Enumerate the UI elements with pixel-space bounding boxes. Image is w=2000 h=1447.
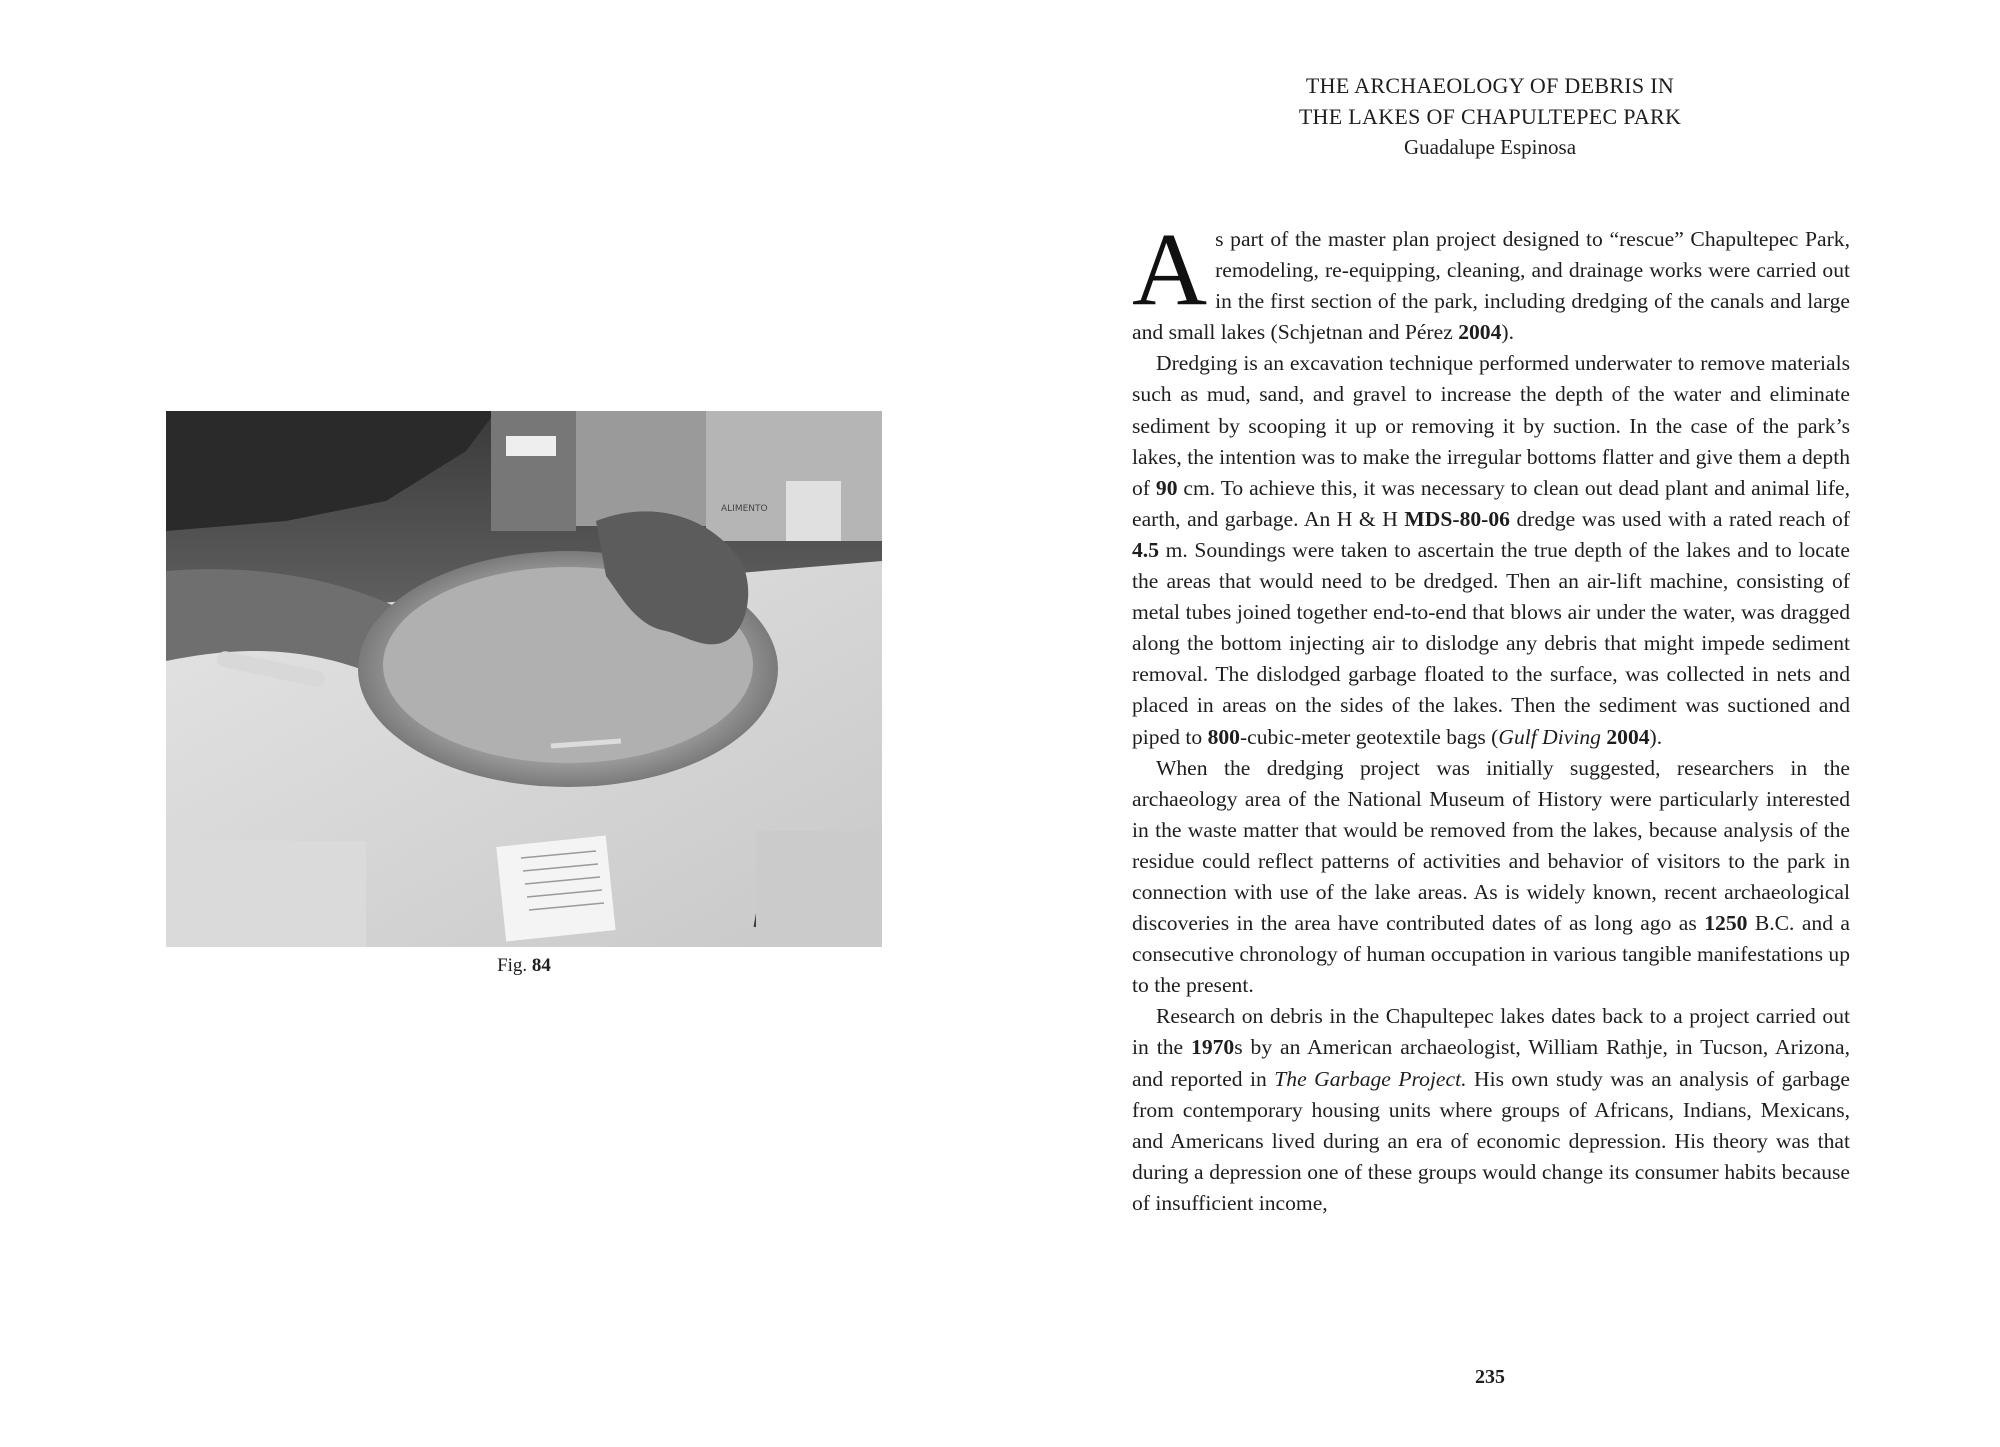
article-title-line-2: THE LAKES OF CHAPULTEPEC PARK bbox=[1298, 104, 1682, 129]
text-run: When the dredging project was initially suggested, researchers in the archaeology area of the National Museum of History were particularly interested in the waste matter that would be removed from the lakes, because analysis of the residue could reflect patterns of activities and behavior of visitors to the park in connection with use of the lake areas. As is widely known, recent archaeological discoveries in the area have contributed dates of as long ago as bbox=[1132, 755, 1850, 936]
page-number: 235 bbox=[1475, 1366, 1505, 1388]
text-run: Dredging is an excavation technique performed underwater to remove materials such as mud, sand, and gravel to increase the depth of the water and eliminate sediment by scooping it up or removing it by suction. In the case of the park’s lakes, the intention was to make the irregular bottoms flatter and give them a depth of bbox=[1132, 351, 1850, 500]
text-run: ). bbox=[1649, 724, 1663, 749]
article-author: Guadalupe Espinosa bbox=[1403, 135, 1577, 159]
bold-run: 2004 bbox=[1458, 320, 1502, 345]
figure-photo bbox=[166, 411, 882, 947]
paragraph-1 bbox=[1132, 212, 1850, 348]
text-run: dredge was used with a rated reach of bbox=[1509, 506, 1850, 531]
text-run: s by an American archaeologist, William Rathje, in Tucson, Arizona, and reported in bbox=[1132, 1035, 1850, 1091]
drop-cap: A bbox=[1132, 212, 1208, 327]
text-run: B.C. and a consecutive chronology of human occupation in various tangible manifestations up to the present. bbox=[1132, 911, 1851, 998]
bold-run: 1970 bbox=[1191, 1035, 1235, 1060]
article-body bbox=[1132, 212, 1851, 1219]
text-run: cm. To achieve this, it was necessary to clean out dead plant and animal life, earth, and garbage. An H & H bbox=[1132, 475, 1851, 531]
paragraph-3 bbox=[1132, 753, 1850, 1002]
article-header bbox=[1130, 70, 1850, 163]
italic-run: Gulf Diving bbox=[1498, 724, 1601, 749]
text-run: s part of the master plan project designed to “rescue” Chapultepec Park, remodeling, re-equipping, cleaning, and drainage works were carried out in the first section of the park, including dredging of the canals and large and small lakes (Schjetnan and Pérez bbox=[1132, 227, 1850, 345]
caption-number: 84 bbox=[531, 955, 551, 976]
figure-caption bbox=[166, 955, 882, 977]
caption-prefix: Fig. bbox=[497, 955, 528, 976]
article-title-line-1: THE ARCHAEOLOGY OF DEBRIS IN bbox=[1305, 73, 1675, 98]
bold-run: 90 bbox=[1155, 475, 1178, 500]
text-run: His own study was an analysis of garbage from contemporary housing units where groups of Africans, Indians, Mexicans, and Americans lived during an era of economic depression. His theory was that during a depression one of these groups would change its consumer habits because of insufficient income, bbox=[1132, 1066, 1850, 1215]
paragraph-2 bbox=[1132, 348, 1850, 752]
text-run: Research on debris in the Chapultepec lakes dates back to a project carried out in the bbox=[1132, 1004, 1850, 1060]
bold-run: 2004 bbox=[1606, 724, 1650, 749]
bold-run: 1250 bbox=[1704, 911, 1748, 936]
text-run: ). bbox=[1501, 320, 1514, 345]
italic-run: The Garbage Project. bbox=[1274, 1066, 1467, 1091]
bold-run: 4.5 bbox=[1132, 537, 1159, 562]
bold-run: 800 bbox=[1207, 724, 1240, 749]
bold-run: MDS-80-06 bbox=[1404, 506, 1510, 531]
paragraph-4 bbox=[1132, 1001, 1850, 1219]
text-run: m. Soundings were taken to ascertain the true depth of the lakes and to locate the areas that would need to be dredged. Then an air-lift machine, consisting of metal tubes joined together end-to-end that blows air under the water, was dragged along the bottom injecting air to dislodge any debris that might impede sediment removal. The dislodged garbage floated to the surface, was collected in nets and placed in areas on the sides of the lakes. Then the sediment was suctioned and piped to bbox=[1132, 537, 1850, 749]
shelf-label-text: ALIMENTO bbox=[721, 504, 768, 514]
text-run: -cubic-meter geotextile bags ( bbox=[1239, 724, 1499, 749]
